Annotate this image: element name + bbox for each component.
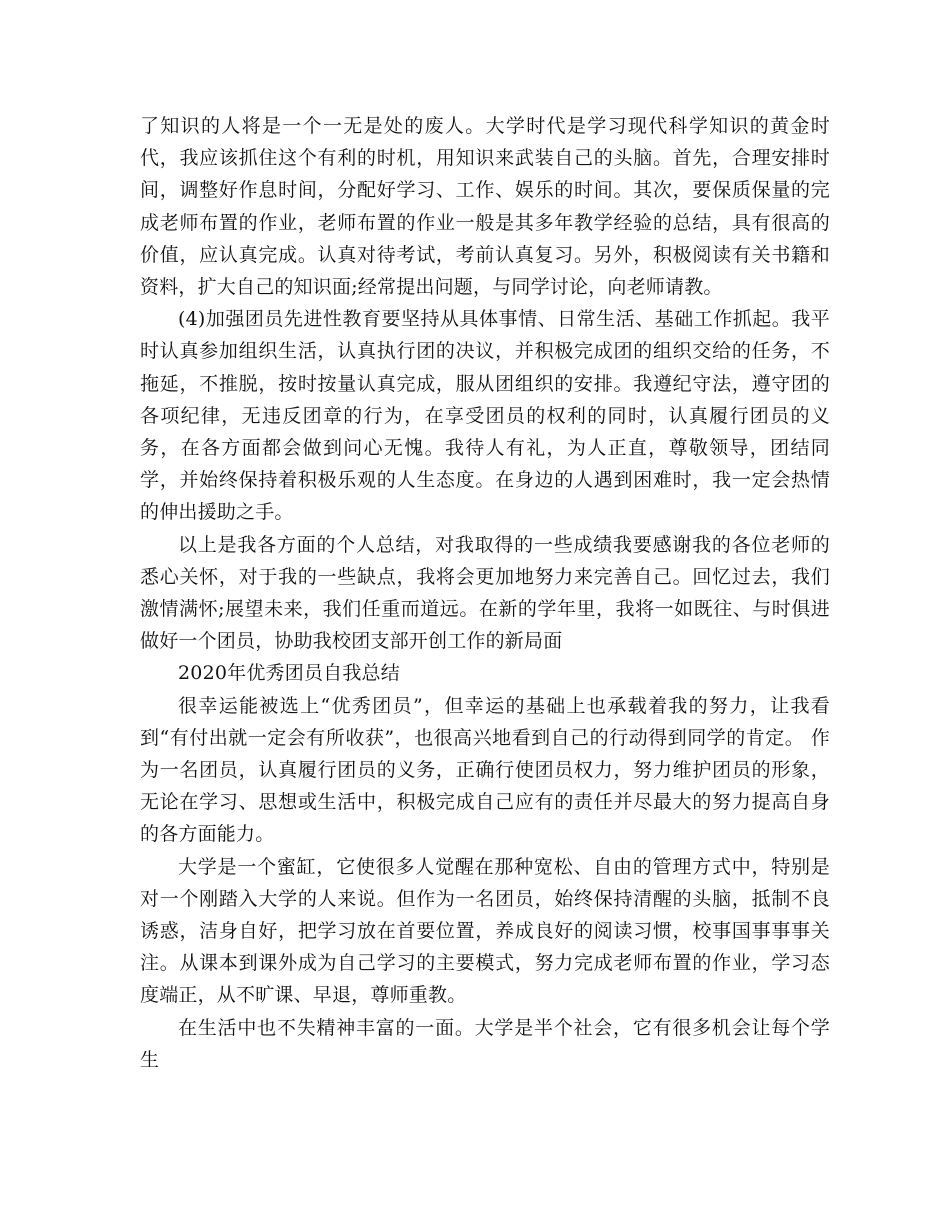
paragraph-5: 很幸运能被选上“优秀团员”，但幸运的基础上也承载着我的努力，让我看到“有付出就一定会有所收获”，也很高兴地看到自己的行动得到同学的肯定。 作为一名团员，认真履行团员的义务，正确行使团员权力，努力维护团员的形象，无论在学习、思想或生活中，积极完成自己应有的责任并尽最大的努力提高自身的各方面能力。 [140,694,830,846]
document-body [140,110,830,1076]
section-title: 2020年优秀团员自我总结 [178,662,400,685]
paragraph-1: 了知识的人将是一个一无是处的废人。大学时代是学习现代科学知识的黄金时代，我应该抓住这个有利的时机，用知识来武装自己的头脑。首先，合理安排时间，调整好作息时间，分配好学习、工作、娱乐的时间。其次，要保质保量的完成老师布置的作业，老师布置的作业一般是其多年教学经验的总结，具有很高的价值，应认真完成。认真对待考试，考前认真复习。另外，积极阅读有关书籍和资料，扩大自己的知识面;经常提出问题，与同学讨论，向老师请教。 [140,115,830,299]
paragraph-6: 大学是一个蜜缸，它使很多人觉醒在那种宽松、自由的管理方式中，特别是对一个刚踏入大学的人来说。但作为一名团员，始终保持清醒的头脑，抵制不良诱惑，洁身自好，把学习放在首要位置，养成良好的阅读习惯，校事国事事事关注。从课本到课外成为自己学习的主要模式，努力完成老师布置的作业，学习态度端正，从不旷课、早退，尊师重教。 [140,855,830,1007]
paragraph-7: 在生活中也不失精神丰富的一面。大学是半个社会，它有很多机会让每个学生 [140,1016,830,1071]
paragraph-2: (4)加强团员先进性教育要坚持从具体事情、日常生活、基础工作抓起。我平时认真参加组织生活，认真执行团的决议，并积极完成团的组织交给的任务，不拖延，不推脱，按时按量认真完成，服从团组织的安排。我遵纪守法，遵守团的各项纪律，无违反团章的行为，在享受团员的权利的同时，认真履行团员的义务，在各方面都会做到问心无愧。我待人有礼，为人正直，尊敬领导，团结同学，并始终保持着积极乐观的人生态度。在身边的人遇到困难时，我一定会热情的伸出援助之手。 [140,308,830,524]
paragraph-3: 以上是我各方面的个人总结，对我取得的一些成绩我要感谢我的各位老师的悉心关怀，对于我的一些缺点，我将会更加地努力来完善自己。回忆过去，我们激情满怀;展望未来，我们任重而道远。在新的学年里，我将一如既往、与时俱进做好一个团员，协助我校团支部开创工作的新局面 [140,533,830,653]
